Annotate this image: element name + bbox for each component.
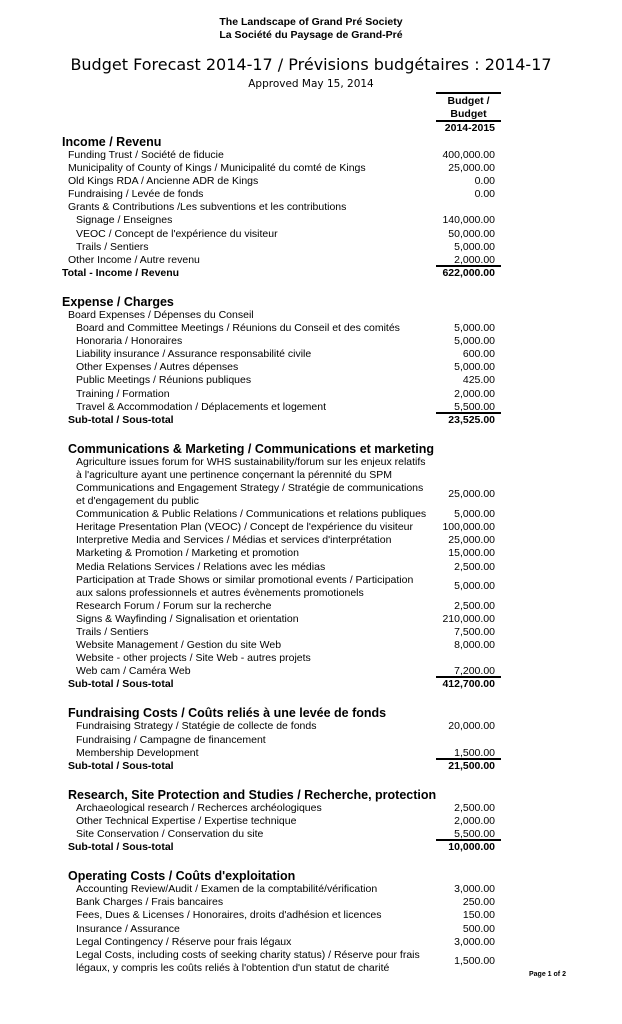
line-item bbox=[0, 747, 622, 760]
line-item-amount: 2,000.00 bbox=[454, 814, 495, 827]
line-item-amount: 500.00 bbox=[462, 922, 495, 935]
page-number: Page 1 of 2 bbox=[529, 971, 566, 978]
line-item bbox=[0, 909, 622, 922]
page-title: Budget Forecast 2014-17 / Prévisions budgétaires : 2014-17 bbox=[70, 55, 552, 74]
line-item bbox=[0, 188, 622, 201]
line-item bbox=[0, 149, 622, 162]
section-heading-label: Expense / Charges bbox=[62, 294, 174, 309]
line-item-label: Website - other projects / Site Web - autres projets bbox=[76, 652, 311, 665]
line-item-label: Funding Trust / Société de fiducie bbox=[68, 149, 224, 161]
line-item-amount: 7,200.00 bbox=[454, 665, 495, 678]
line-item-label: Liability insurance / Assurance responsabilité civile bbox=[76, 348, 312, 361]
subtotal-label: Sub-total / Sous-total bbox=[68, 678, 174, 691]
subtotal-row bbox=[0, 267, 622, 280]
line-item-label: Communication & Public Relations / Communications et relations publiques bbox=[76, 508, 427, 521]
column-header-top-rule bbox=[436, 92, 501, 94]
line-item bbox=[0, 335, 622, 348]
column-header-line1: Budget / bbox=[447, 95, 490, 107]
line-item-label: Fundraising / Levée de fonds bbox=[68, 188, 204, 201]
section-heading bbox=[0, 135, 622, 149]
line-item-label: Insurance / Assurance bbox=[76, 922, 180, 935]
line-item bbox=[0, 228, 622, 241]
line-item bbox=[0, 309, 622, 322]
line-item-label: Communications and Engagement Strategy / Stratégie de communications bbox=[76, 481, 424, 494]
line-item-label: Legal Contingency / Réserve pour frais légaux bbox=[76, 935, 292, 948]
line-item bbox=[0, 600, 622, 613]
line-item bbox=[0, 665, 622, 678]
subtotal-amount: 412,700.00 bbox=[436, 676, 501, 691]
line-item bbox=[0, 175, 622, 188]
section-heading-label: Income / Revenu bbox=[62, 135, 162, 149]
section-heading-label: Research, Site Protection and Studies / Recherche, protection bbox=[68, 787, 437, 802]
line-item-amount: 50,000.00 bbox=[448, 227, 495, 240]
line-item-amount: 5,000.00 bbox=[454, 240, 495, 253]
organization-name-fr: La Société du Paysage de Grand-Pré bbox=[219, 29, 403, 41]
line-item-label: Trails / Sentiers bbox=[76, 626, 149, 638]
line-item-amount: 100,000.00 bbox=[442, 521, 495, 534]
section-heading bbox=[0, 869, 622, 883]
line-item-amount: 25,000.00 bbox=[448, 488, 495, 501]
section-spacer bbox=[0, 280, 622, 295]
line-item bbox=[0, 534, 622, 547]
line-item-amount: 5,000.00 bbox=[454, 361, 495, 374]
line-item bbox=[0, 574, 622, 600]
line-item-amount: 7,500.00 bbox=[454, 626, 495, 638]
subtotal-row bbox=[0, 841, 622, 854]
line-item-amount: 2,500.00 bbox=[454, 801, 495, 814]
line-item-amount: 20,000.00 bbox=[448, 720, 495, 733]
line-item bbox=[0, 802, 622, 815]
line-item-label: Participation at Trade Shows or similar promotional events / Participation bbox=[76, 573, 414, 586]
line-item bbox=[0, 241, 622, 254]
organization-name-en: The Landscape of Grand Pré Society bbox=[219, 16, 403, 28]
line-item-amount: 5,000.00 bbox=[454, 508, 495, 521]
line-item-amount: 1,500.00 bbox=[454, 746, 495, 759]
line-item bbox=[0, 923, 622, 936]
line-item bbox=[0, 322, 622, 335]
subtotal-row bbox=[0, 678, 622, 691]
line-item bbox=[0, 720, 622, 733]
line-item-amount: 425.00 bbox=[462, 374, 495, 387]
line-item bbox=[0, 639, 622, 652]
line-item-label: VEOC / Concept de l'expérience du visiteur bbox=[76, 227, 278, 240]
line-item-label: et d'engagement du public bbox=[76, 495, 199, 508]
subtotal-amount: 21,500.00 bbox=[436, 758, 501, 773]
line-item bbox=[0, 613, 622, 626]
approval-date: Approved May 15, 2014 bbox=[248, 78, 374, 90]
section-heading-label: Fundraising Costs / Coûts reliés à une levée de fonds bbox=[68, 706, 387, 721]
line-item-label: Website Management / Gestion du site Web bbox=[76, 639, 282, 652]
line-item-label: Training / Formation bbox=[76, 387, 170, 400]
line-item bbox=[0, 521, 622, 534]
line-item-label: Trails / Sentiers bbox=[76, 240, 149, 253]
line-item-amount: 8,000.00 bbox=[454, 639, 495, 652]
line-item-label: Travel & Accommodation / Déplacements et logement bbox=[76, 400, 326, 413]
line-item-label: Other Expenses / Autres dépenses bbox=[76, 361, 239, 374]
line-item-amount: 210,000.00 bbox=[442, 612, 495, 625]
section-spacer bbox=[0, 427, 622, 442]
budget-table bbox=[0, 135, 622, 975]
line-item-label: Heritage Presentation Plan (VEOC) / Concept de l'expérience du visiteur bbox=[76, 521, 414, 534]
subtotal-amount: 622,000.00 bbox=[436, 265, 501, 280]
section-heading bbox=[0, 442, 622, 456]
section-spacer bbox=[0, 691, 622, 706]
line-item-amount: 3,000.00 bbox=[454, 935, 495, 948]
line-item-amount: 25,000.00 bbox=[448, 534, 495, 547]
line-item-amount: 400,000.00 bbox=[442, 149, 495, 161]
section-heading bbox=[0, 788, 622, 802]
line-item bbox=[0, 456, 622, 482]
line-item-amount: 5,000.00 bbox=[454, 580, 495, 593]
line-item-label: aux salons professionnels et autres évènements promotionels bbox=[76, 586, 364, 599]
line-item-amount: 2,000.00 bbox=[454, 253, 495, 266]
line-item bbox=[0, 361, 622, 374]
line-item-amount: 1,500.00 bbox=[454, 955, 495, 968]
line-item bbox=[0, 508, 622, 521]
line-item-label: Media Relations Services / Relations avec les médias bbox=[76, 560, 326, 573]
line-item-label: Archaeological research / Recherces archéologiques bbox=[76, 801, 322, 814]
line-item-label: Legal Costs, including costs of seeking charity status) / Réserve pour frais bbox=[76, 948, 420, 961]
line-item-label: légaux, y compris les coûts reliés à l'obtention d'un statut de charité bbox=[76, 961, 390, 974]
line-item-label: Site Conservation / Conservation du site bbox=[76, 828, 264, 841]
line-item-amount: 0.00 bbox=[474, 188, 495, 201]
line-item-amount: 2,500.00 bbox=[454, 560, 495, 573]
line-item-amount: 2,000.00 bbox=[454, 387, 495, 400]
column-header-line2: Budget bbox=[450, 108, 487, 120]
subtotal-label: Sub-total / Sous-total bbox=[68, 413, 174, 426]
line-item bbox=[0, 162, 622, 175]
line-item bbox=[0, 401, 622, 414]
line-item bbox=[0, 626, 622, 639]
line-item-label: Research Forum / Forum sur la recherche bbox=[76, 599, 272, 612]
line-item-amount: 5,500.00 bbox=[454, 828, 495, 841]
line-item-label: Old Kings RDA / Ancienne ADR de Kings bbox=[68, 175, 259, 188]
line-item-label: Fees, Dues & Licenses / Honoraires, droits d'adhésion et licences bbox=[76, 909, 382, 922]
line-item-label: Fundraising Strategy / Statégie de collecte de fonds bbox=[76, 720, 317, 733]
line-item-label: Board Expenses / Dépenses du Conseil bbox=[68, 308, 254, 321]
section-heading-label: Communications & Marketing / Communications et marketing bbox=[68, 441, 435, 456]
section-heading bbox=[0, 295, 622, 309]
line-item bbox=[0, 828, 622, 841]
line-item bbox=[0, 201, 622, 214]
line-item-amount: 3,000.00 bbox=[454, 883, 495, 896]
line-item-label: Membership Development bbox=[76, 746, 199, 759]
line-item-label: Other Technical Expertise / Expertise technique bbox=[76, 814, 297, 827]
line-item bbox=[0, 936, 622, 949]
line-item-amount: 15,000.00 bbox=[448, 547, 495, 560]
line-item bbox=[0, 254, 622, 267]
section-spacer bbox=[0, 773, 622, 788]
line-item bbox=[0, 348, 622, 361]
line-item-amount: 140,000.00 bbox=[442, 214, 495, 227]
line-item-label: Municipality of County of Kings / Municipalité du comté de Kings bbox=[68, 162, 366, 175]
line-item bbox=[0, 734, 622, 747]
line-item-label: Web cam / Caméra Web bbox=[76, 665, 191, 678]
column-header-year: 2014-2015 bbox=[444, 122, 495, 134]
line-item bbox=[0, 374, 622, 387]
section-heading bbox=[0, 706, 622, 720]
line-item-label: Fundraising / Campagne de financement bbox=[76, 733, 266, 746]
subtotal-amount: 10,000.00 bbox=[436, 839, 501, 854]
line-item-label: Public Meetings / Réunions publiques bbox=[76, 374, 252, 387]
line-item-amount: 150.00 bbox=[462, 909, 495, 922]
line-item-label: à l'agriculture ayant une pertinence conçernant la pérennité du SPM bbox=[76, 468, 393, 481]
line-item-amount: 0.00 bbox=[474, 175, 495, 188]
line-item-label: Board and Committee Meetings / Réunions du Conseil et des comités bbox=[76, 322, 400, 335]
line-item-label: Signage / Enseignes bbox=[76, 214, 173, 227]
line-item-amount: 25,000.00 bbox=[448, 162, 495, 175]
subtotal-label: Sub-total / Sous-total bbox=[68, 841, 174, 854]
line-item-amount: 5,000.00 bbox=[454, 335, 495, 348]
line-item-amount: 600.00 bbox=[462, 348, 495, 361]
subtotal-label: Total - Income / Revenu bbox=[62, 266, 180, 279]
line-item bbox=[0, 815, 622, 828]
section-heading-label: Operating Costs / Coûts d'exploitation bbox=[68, 869, 296, 884]
line-item bbox=[0, 214, 622, 227]
line-item-amount: 2,500.00 bbox=[454, 599, 495, 612]
line-item bbox=[0, 388, 622, 401]
subtotal-row bbox=[0, 414, 622, 427]
subtotal-amount: 23,525.00 bbox=[436, 412, 501, 427]
line-item-label: Bank Charges / Frais bancaires bbox=[76, 896, 224, 909]
subtotal-row bbox=[0, 760, 622, 773]
line-item bbox=[0, 652, 622, 665]
line-item bbox=[0, 883, 622, 896]
line-item-amount: 5,500.00 bbox=[454, 400, 495, 413]
line-item-label: Accounting Review/Audit / Examen de la comptabilité/vérification bbox=[76, 883, 378, 896]
line-item-label: Signs & Wayfinding / Signalisation et orientation bbox=[76, 612, 299, 625]
line-item-amount: 5,000.00 bbox=[454, 322, 495, 335]
line-item bbox=[0, 482, 622, 508]
line-item-label: Agriculture issues forum for WHS sustainability/forum sur les enjeux relatifs bbox=[76, 455, 426, 468]
subtotal-label: Sub-total / Sous-total bbox=[68, 759, 174, 772]
line-item-label: Other Income / Autre revenu bbox=[68, 253, 200, 266]
line-item bbox=[0, 547, 622, 560]
line-item bbox=[0, 896, 622, 909]
line-item-label: Marketing & Promotion / Marketing et promotion bbox=[76, 547, 299, 560]
line-item-label: Honoraria / Honoraires bbox=[76, 335, 183, 348]
line-item bbox=[0, 561, 622, 574]
line-item-amount: 250.00 bbox=[462, 896, 495, 909]
line-item-label: Grants & Contributions /Les subventions et les contributions bbox=[68, 201, 347, 214]
section-spacer bbox=[0, 854, 622, 869]
line-item-label: Interpretive Media and Services / Médias et services d'interprétation bbox=[76, 534, 392, 547]
